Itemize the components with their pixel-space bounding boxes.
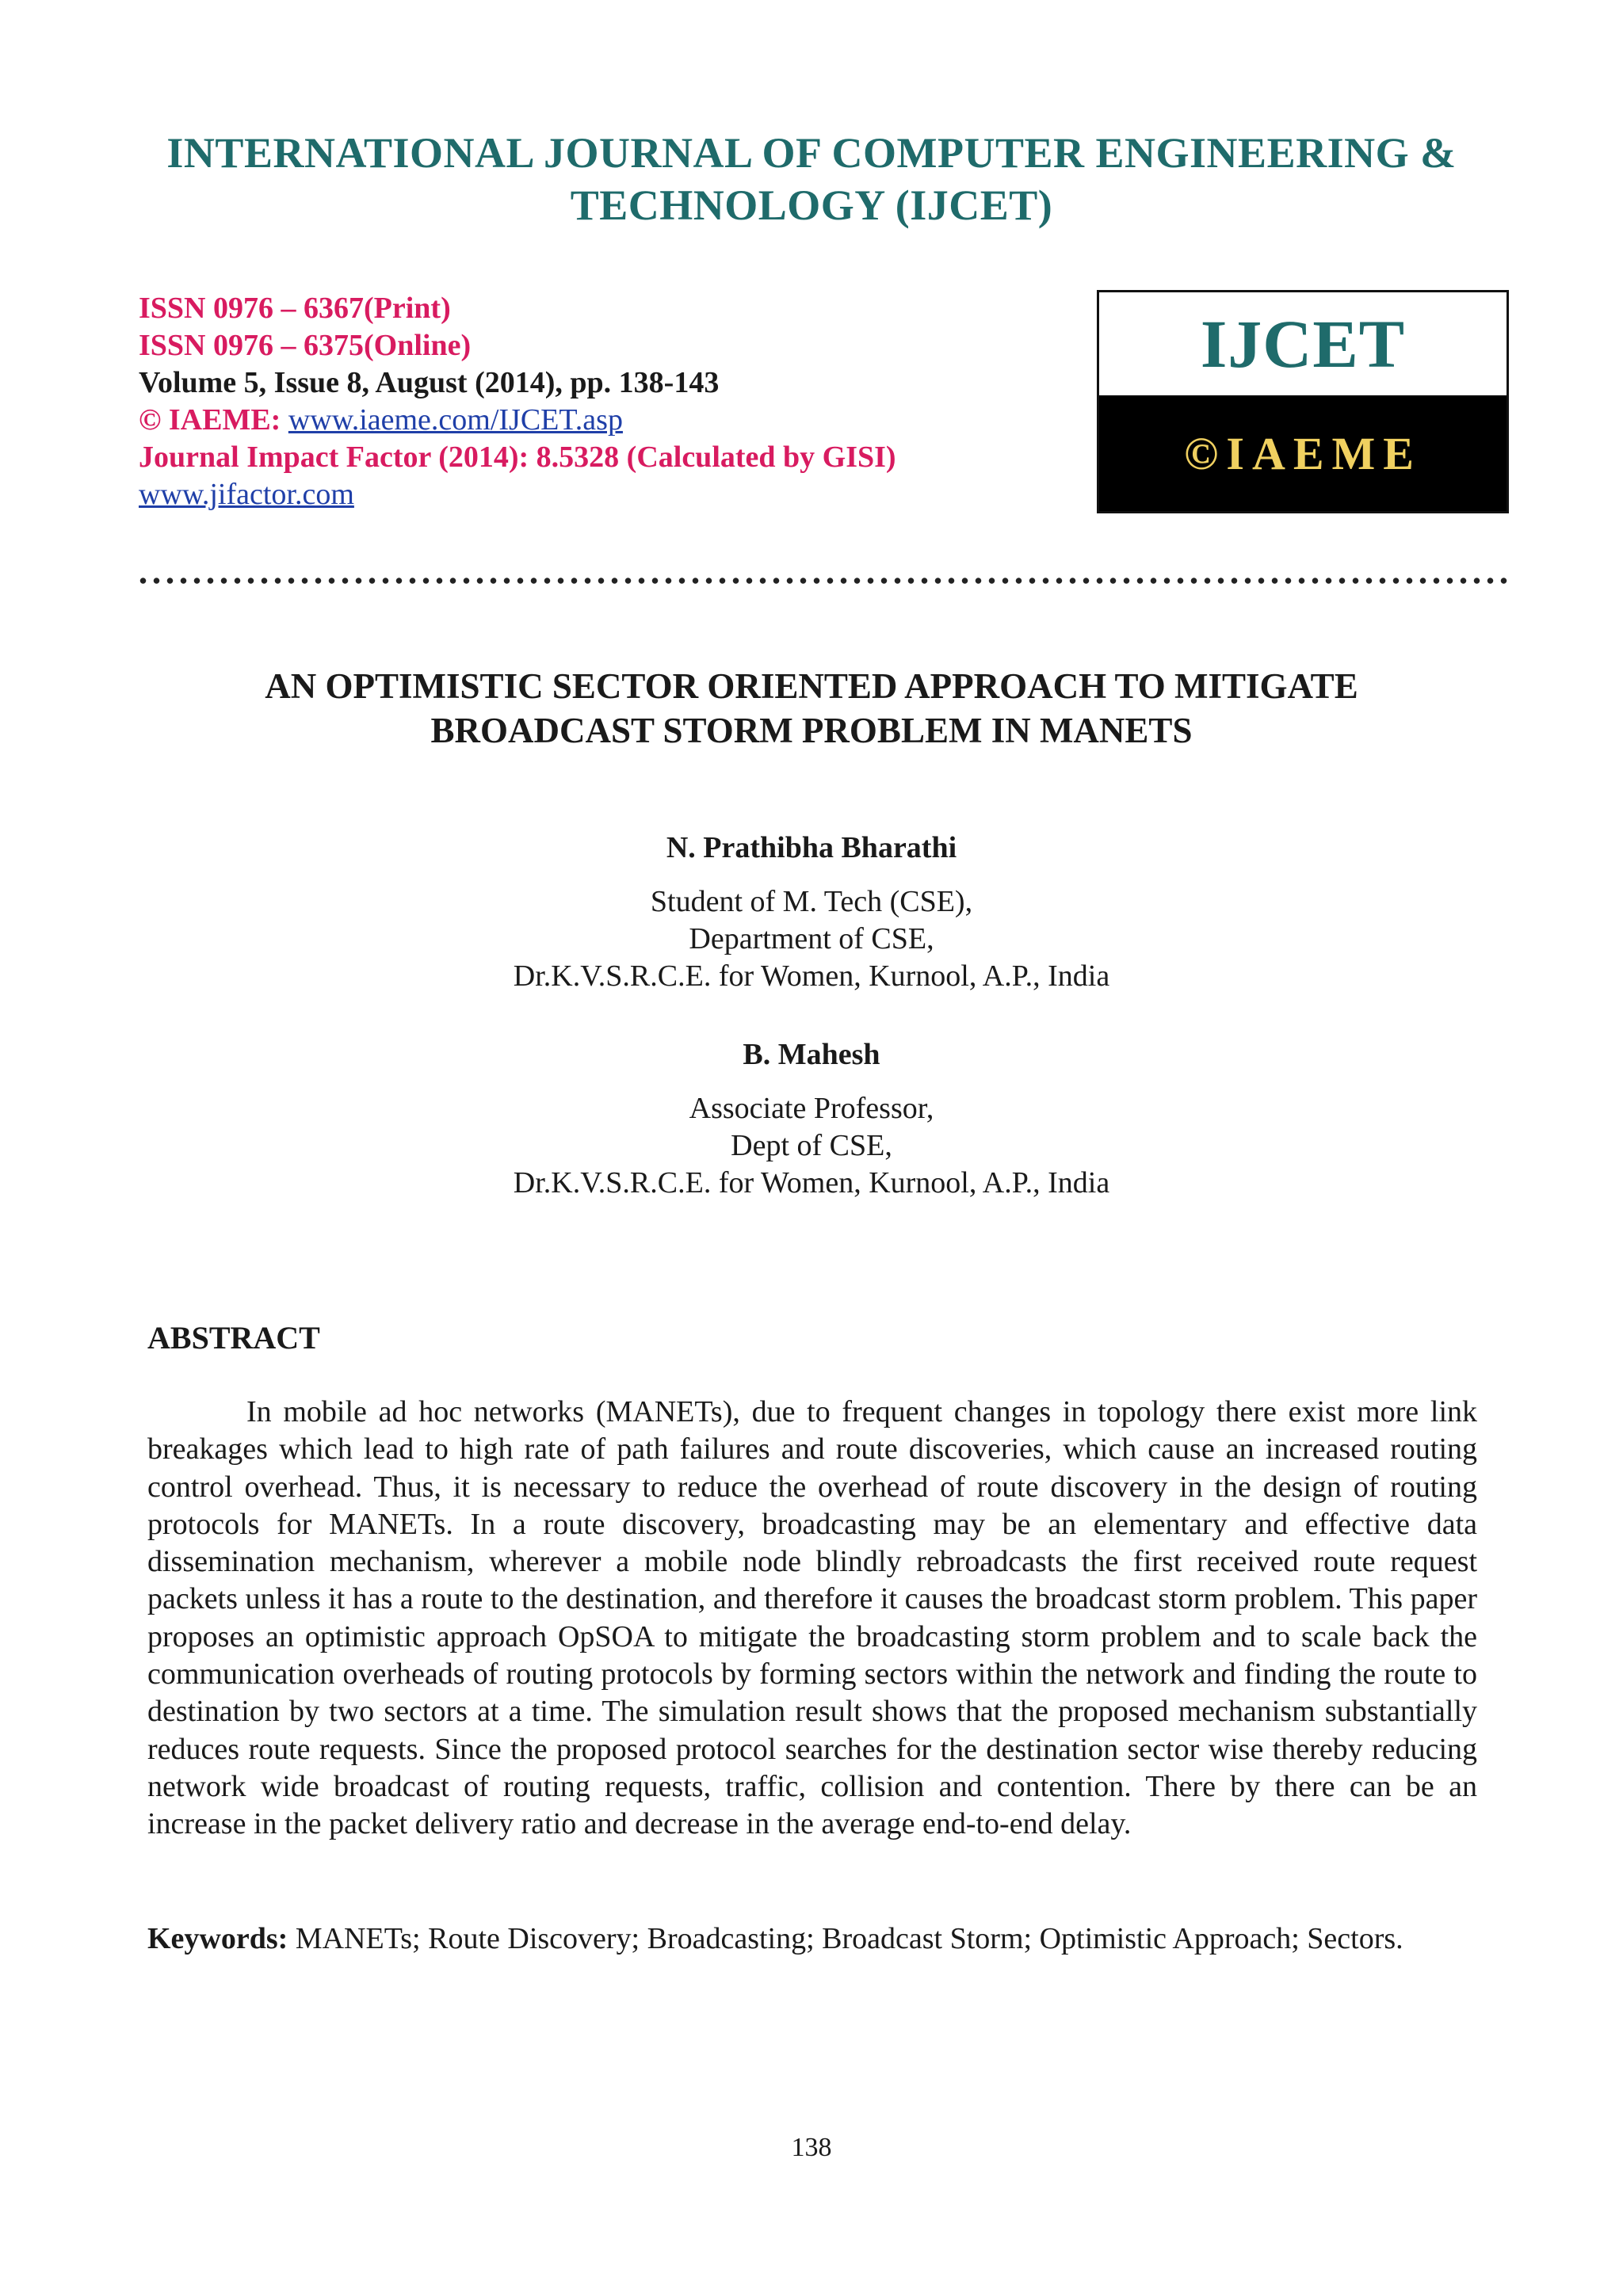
keywords-text: MANETs; Route Discovery; Broadcasting; Broadcast Storm; Optimistic Approach; Sectors. [295,1922,1403,1955]
author-block [0,829,1623,995]
affiliation-line: Associate Professor, [689,1092,934,1125]
issn-print: ISSN 0976 – 6367(Print) [139,292,451,325]
author-affiliation [0,1090,1623,1202]
affiliation-line: Student of M. Tech (CSE), [650,885,973,918]
jifactor-link[interactable]: www.jifactor.com [139,478,354,511]
page-number: 138 [791,2133,832,2162]
publisher-label: © IAEME: [139,403,281,437]
paper-title: AN OPTIMISTIC SECTOR ORIENTED APPROACH TO MITIGATE BROADCAST STORM PROBLEM IN MANETS [265,666,1358,750]
impact-factor: Journal Impact Factor (2014): 8.5328 (Calculated by GISI) [139,441,896,474]
author-affiliation [0,883,1623,995]
dotted-divider [136,575,1509,586]
abstract-body: In mobile ad hoc networks (MANETs), due to frequent changes in topology there exist more link breakages which lead to high rate of path failures and route discoveries, which cause an increased routing control overhead. Thus, it is necessary to reduce the overhead of route discovery in the design of routing protocols for MANETs. In a route discovery, broadcasting may be an elementary and effective data dissemination mechanism, wherever a mobile node blindly rebroadcasts the first received route request packets unless it has a route to the destination, and therefore it causes the broadcast storm problem. This paper proposes an optimistic approach OpSOA to mitigate the broadcasting storm problem and to scale back the communication overheads of routing protocols by forming sectors within the network and finding the route to destination by two sectors at a time. The simulation result shows that the proposed mechanism substantially reduces route requests. Since the proposed protocol searches for the destination sector wise thereby reducing network wide broadcast of routing requests, traffic, collision and contention. There by there can be an increase in the packet delivery ratio and decrease in the average end-to-end delay. [147,1395,1477,1841]
logo-iaeme: ©IAEME [1099,395,1507,511]
author-name: N. Prathibha Bharathi [666,831,957,864]
journal-title: INTERNATIONAL JOURNAL OF COMPUTER ENGINEERING & TECHNOLOGY (IJCET) [166,129,1457,229]
affiliation-line: Dr.K.V.S.R.C.E. for Women, Kurnool, A.P., India [513,1166,1110,1199]
publisher-link[interactable]: www.iaeme.com/IJCET.asp [288,403,623,437]
volume-info: Volume 5, Issue 8, August (2014), pp. 138-143 [139,366,720,399]
abstract-heading: ABSTRACT [147,1320,320,1356]
publisher-line [139,402,896,439]
keywords-label: Keywords: [147,1922,288,1955]
author-block [0,1035,1623,1202]
ijcet-logo [1097,290,1509,513]
affiliation-line: Dr.K.V.S.R.C.E. for Women, Kurnool, A.P., India [513,959,1110,993]
journal-info [139,290,896,513]
author-name: B. Mahesh [743,1038,880,1071]
issn-online: ISSN 0976 – 6375(Online) [139,329,472,362]
affiliation-line: Department of CSE, [689,922,934,955]
affiliation-line: Dept of CSE, [731,1129,892,1162]
keywords [147,1920,1477,1958]
logo-title: IJCET [1200,306,1406,382]
